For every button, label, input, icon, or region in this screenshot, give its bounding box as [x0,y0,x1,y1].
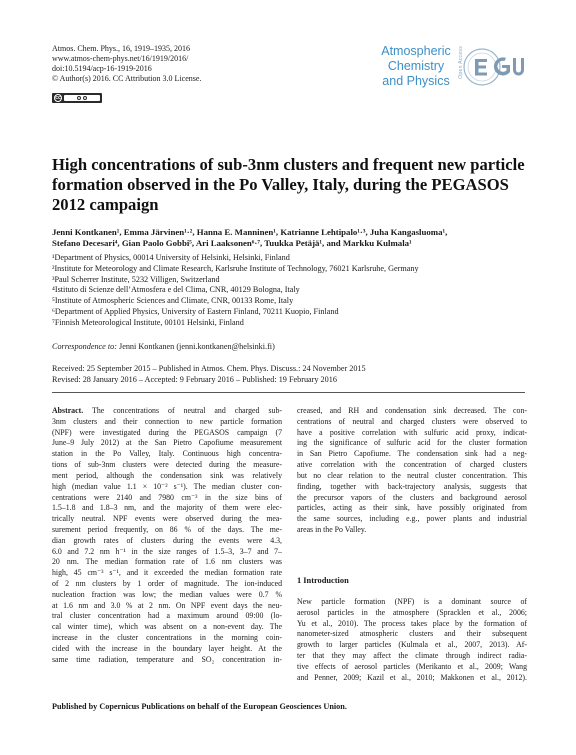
author-line: Jenni Kontkanen¹, Emma Järvinen¹·², Hanna E. Manninen¹, Katrianne Lehtipalo¹·³, Juha Kangasluoma¹, [52,227,448,237]
section-heading-introduction: 1 Introduction [297,576,349,585]
abstract-text: The concentrations of neutral and charged sub- [83,406,282,415]
abstract-line: but no clear relation to the neutral cluster concentration. This [297,470,527,480]
intro-line: aerosol particles in the atmosphere (Spracklen et al., 2006; [297,607,527,617]
abstract-line: areas in the Po Valley. [297,524,367,534]
abstract-line: trically neutral. NPF events were observed during the mea- [52,514,282,524]
abstract-line: tral cluster concentration had a maximum around 09:00 (lo- [52,611,282,621]
affiliation: ¹Department of Physics, 00014 University of Helsinki, Helsinki, Finland [52,253,290,262]
abstract-line: in San Pietro Capofiume. The condensation sink had a neg- [297,449,527,459]
cc-logo-icon: cc [55,95,61,101]
introduction-text [297,597,527,684]
cc-license-icon[interactable] [52,93,102,103]
journal-url-link[interactable]: www.atmos-chem-phys.net/16/1919/2016/ [52,54,189,63]
abstract-line: the precursor vapors of the clusters and background aerosol [297,492,527,502]
open-access-label: Open Access [458,46,464,79]
egu-logo-icon [462,44,524,90]
publication-history [52,364,366,386]
abstract-line: of 2 nm clusters by 1 order of magnitude. The ion-induced [52,579,282,588]
abstract-line: surement period frequently, on 86 % of the days. The me- [52,524,282,534]
abstract-line: centrations were 2140 and 7980 cm⁻³ in the size bins of [52,492,282,502]
abstract-line: nucleation fraction was low; the median values were 0.7 % [52,589,282,599]
abstract-line: have a positive correlation with sulfuric acid proxy, indicat- [297,427,527,437]
affiliation: ⁴Istituto di Scienze dell’Atmosfera e del Clima, CNR, 40129 Bologna, Italy [52,285,300,295]
copyright-line: © Author(s) 2016. CC Attribution 3.0 License. [52,74,202,83]
author-list [52,227,527,249]
author-line: Stefano Decesari⁴, Gian Paolo Gobbi⁵, Ari Laaksonen⁶·⁷, Tuukka Petäjä¹, and Markku Kulmala¹ [52,238,412,248]
affiliation-list [52,253,527,329]
intro-line: ter that they may affect the climate through indirect radia- [297,651,527,661]
abstract-line: 6.0 and 7.2 nm h⁻¹ in the size ranges of 1.5–3, 3–7 and 7– [52,546,282,556]
abstract-line: ing the significance of sulfuric acid for the cluster formation [297,438,527,448]
doi-line[interactable]: doi:10.5194/acp-16-1919-2016 [52,64,152,73]
abstract-line: dian growth rates of clusters during the events were 4.3, [52,535,282,545]
abstract-line: 20 nm. The median formation rate of 1.6 nm clusters was [52,557,282,567]
abstract-line: high, 45 cm⁻³ s⁻¹, and it exceeded the median formation rate [52,568,282,578]
intro-line: New particle formation (NPF) is a dominant source of [297,597,527,606]
citation-line: Atmos. Chem. Phys., 16, 1919–1935, 2016 [52,44,191,53]
title-line: formation observed in the Po Valley, Italy, during the PEGASOS [52,175,509,194]
affiliation: ³Paul Scherrer Institute, 5232 Villigen, Switzerland [52,274,220,284]
journal-name-line: Atmospheric [381,44,451,58]
journal-name-line: Chemistry [387,59,445,73]
abstract-line: ment period, although the condensation sink was relatively [52,470,282,480]
publisher-footer: Published by Copernicus Publications on behalf of the European Geosciences Union. [52,702,347,711]
abstract-line: station in the Po Valley, Italy. Continuous high concentra- [52,449,282,459]
abstract-line: ative correlation with the concentration of charged clusters [297,460,527,470]
abstract-line: same time radiation, temperature and SO₂ concentration in- [52,654,282,664]
abstract-line: June–9 July 2012) at the San Pietro Capofiume measurement [52,438,282,448]
abstract-line: increase in the cluster concentrations in the morning coin- [52,633,282,643]
history-line: Revised: 28 January 2016 – Accepted: 9 February 2016 – Published: 19 February 2016 [52,374,337,384]
abstract-line: (NPF) were investigated during the PEGASOS campaign (7 [52,427,282,437]
abstract-line: cided with the increase in the boundary layer height. At the [52,643,282,653]
intro-line: and Penner, 2009; Kazil et al., 2010; Makkonen et al., 2012). [297,672,527,682]
intro-line: Yu et al., 2010). The process takes place by the formation of [297,618,527,628]
paper-title [52,155,525,215]
affiliation: ²Institute for Meteorology and Climate Research, Karlsruhe Institute of Technology, 76021 Karlsruhe, Germany [52,263,419,273]
title-line: High concentrations of sub-3nm clusters and frequent new particle [52,155,525,174]
journal-name-line: and Physics [382,74,450,88]
intro-line: growth to larger particles (Kulmala et al., 2007, 2013). Af- [297,640,527,650]
correspondence-email[interactable]: Jenni Kontkanen (jenni.kontkanen@helsinki.fi) [116,342,275,351]
title-line: 2012 campaign [52,195,159,214]
abstract-line: the same sources, including e.g., power plants and industrial [297,514,527,524]
abstract-line: particles, acting as their sink, have possibly originated from [297,503,527,513]
divider [52,392,525,393]
abstract-line: 3nm clusters and their connection to new particle formation [52,416,282,426]
correspondence [52,342,275,351]
abstract-line: finding, together with back-trajectory analysis, suggests that [297,481,527,491]
history-line: Received: 25 September 2015 – Published in Atmos. Chem. Phys. Discuss.: 24 November 2015 [52,364,366,373]
cc-by-icon [64,95,100,101]
abstract-label: Abstract. [52,406,84,415]
affiliation: ⁵Institute of Atmospheric Sciences and Climate, CNR, 00133 Rome, Italy [52,296,294,306]
correspondence-label: Correspondence to: [52,342,117,351]
affiliation: ⁶Department of Applied Physics, University of Eastern Finland, 70211 Kuopio, Finland [52,306,339,316]
intro-line: nanometer-sized atmospheric clusters and their subsequent [297,629,527,639]
abstract-line: high (median value 1.1 × 10⁻² s⁻¹). The median cluster con- [52,481,282,491]
abstract-line [52,406,282,417]
abstract-column-right [297,406,527,536]
journal-logo-text [374,44,458,89]
abstract-line: tions of sub-3nm clusters were detected during the measure- [52,460,282,470]
abstract-line: creased, and RH and condensation sink decreased. The con- [297,406,527,415]
intro-line: tive effects of aerosol particles (Merikanto et al., 2009; Wang [297,661,527,671]
abstract-line: 1.5–1.8 and 1.8–3 nm, and the majority of them were elec- [52,503,282,513]
abstract-line: centrations of neutral and charged clusters were observed to [297,416,527,426]
abstract-line: cal winter time), which was absent on a non-event day. The [52,622,282,632]
abstract-line: at 1.6 nm and 3.0 % at 2 nm. On NPF event days the neu- [52,600,282,610]
citation-block [52,44,292,84]
affiliation: ⁷Finnish Meteorological Institute, 00101 Helsinki, Finland [52,317,244,327]
abstract-column-left [52,406,282,666]
